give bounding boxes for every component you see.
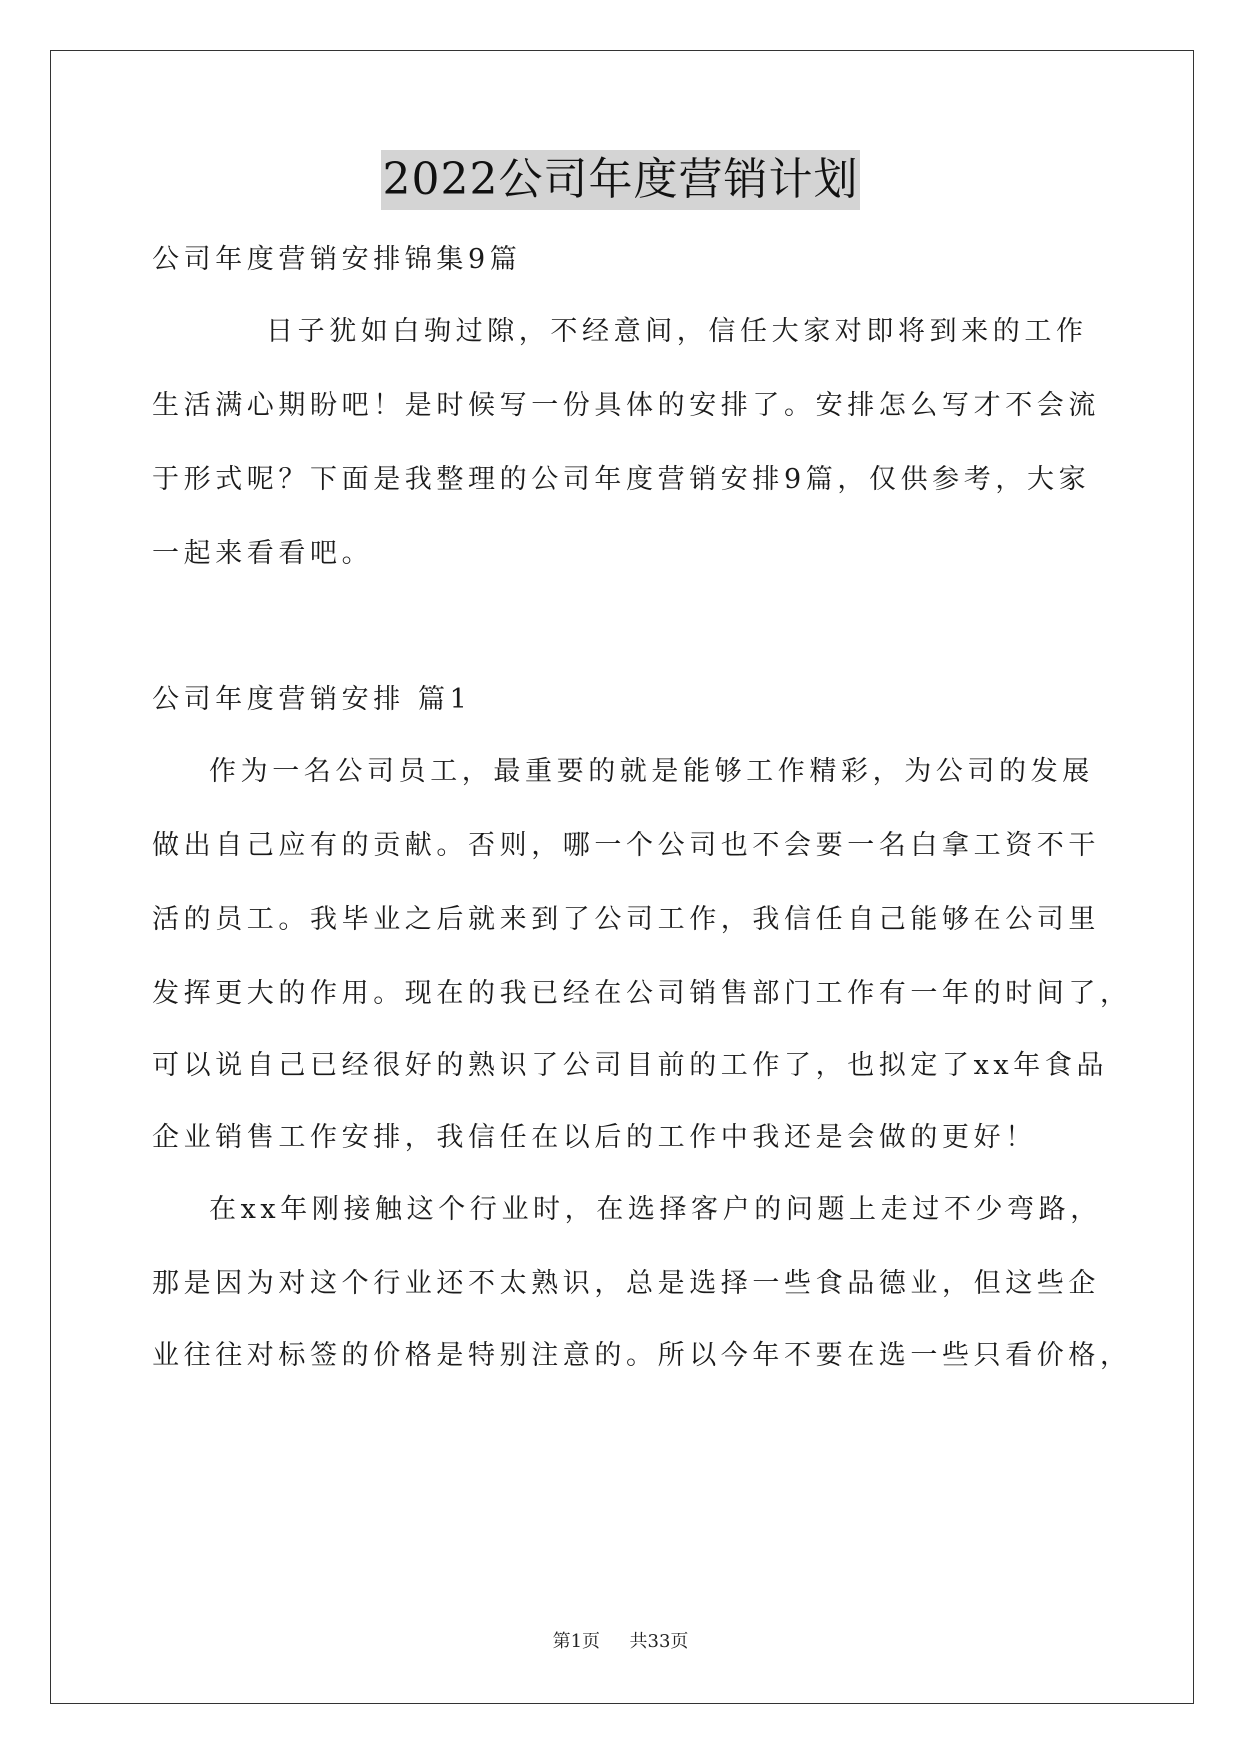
paragraph2-line-3: 业往往对标签的价格是特别注意的。所以今年不要在选一些只看价格， — [152, 1340, 1132, 1371]
intro-line-1: 日子犹如白驹过隙，不经意间，信任大家对即将到来的工作 — [266, 316, 1088, 347]
intro-line-2: 生活满心期盼吧！是时候写一份具体的安排了。安排怎么写才不会流 — [152, 390, 1100, 421]
paragraph1-line-2: 做出自己应有的贡献。否则，哪一个公司也不会要一名白拿工资不干 — [152, 830, 1100, 861]
paragraph2-line-2: 那是因为对这个行业还不太熟识，总是选择一些食品德业，但这些企 — [152, 1268, 1100, 1299]
paragraph1-line-1: 作为一名公司员工，最重要的就是能够工作精彩，为公司的发展 — [209, 756, 1094, 787]
page-number: 第1页 — [552, 1631, 601, 1652]
page-border — [50, 50, 1194, 1704]
paragraph2-line-1: 在xx年刚接触这个行业时，在选择客户的问题上走过不少弯路， — [209, 1194, 1102, 1225]
subtitle: 公司年度营销安排锦集9篇 — [152, 244, 522, 275]
document-title: 2022公司年度营销计划 — [381, 150, 861, 210]
paragraph1-line-3: 活的员工。我毕业之后就来到了公司工作，我信任自己能够在公司里 — [152, 904, 1100, 935]
paragraph1-line-4: 发挥更大的作用。现在的我已经在公司销售部门工作有一年的时间了， — [152, 978, 1132, 1009]
intro-line-4: 一起来看看吧。 — [152, 538, 374, 569]
paragraph1-line-5: 可以说自己已经很好的熟识了公司目前的工作了，也拟定了xx年食品 — [152, 1050, 1109, 1081]
intro-line-3: 于形式呢？下面是我整理的公司年度营销安排9篇，仅供参考，大家 — [152, 464, 1091, 495]
paragraph1-line-6: 企业销售工作安排，我信任在以后的工作中我还是会做的更好！ — [152, 1122, 1037, 1153]
page-footer — [0, 1630, 1241, 1654]
section-heading: 公司年度营销安排 篇1 — [152, 684, 472, 715]
page-total: 共33页 — [629, 1631, 689, 1652]
title-wrap — [0, 150, 1241, 210]
